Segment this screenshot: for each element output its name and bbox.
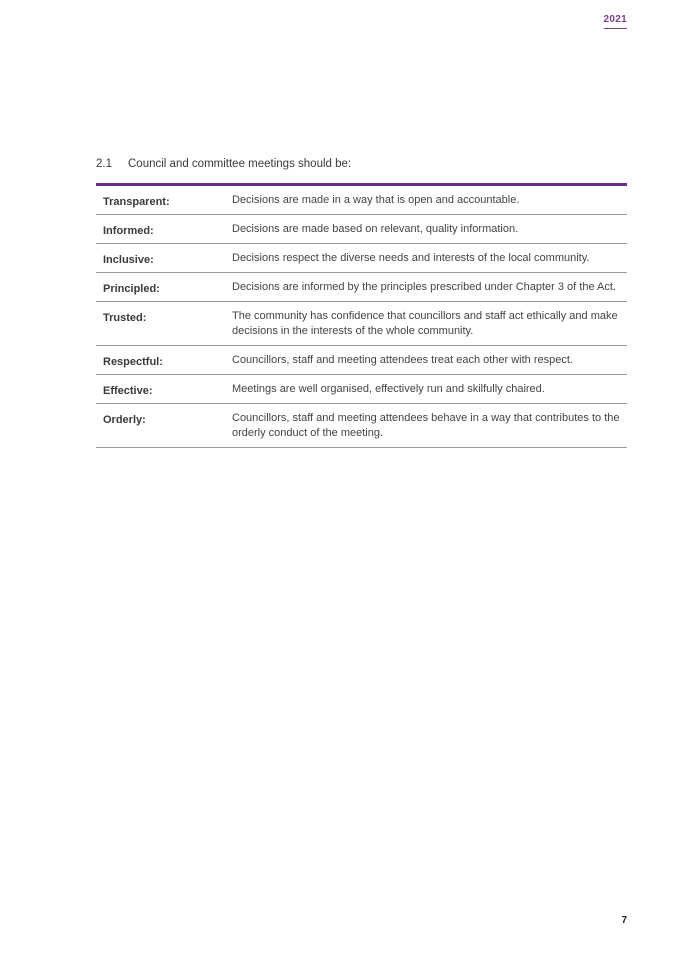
principles-table bbox=[96, 183, 627, 448]
table-row bbox=[96, 404, 627, 448]
principle-description: Decisions respect the diverse needs and interests of the local community. bbox=[232, 252, 590, 264]
principle-term: Informed: bbox=[103, 225, 154, 237]
principle-description: Decisions are informed by the principles prescribed under Chapter 3 of the Act. bbox=[232, 281, 616, 293]
table-row bbox=[96, 375, 627, 404]
table-row bbox=[96, 302, 627, 346]
table-row bbox=[96, 215, 627, 244]
clause-heading bbox=[96, 158, 351, 170]
principle-description: Councillors, staff and meeting attendees treat each other with respect. bbox=[232, 354, 573, 366]
principle-description: Decisions are made in a way that is open and accountable. bbox=[232, 194, 520, 206]
header-year: 2021 bbox=[604, 14, 627, 29]
principle-term: Orderly: bbox=[103, 414, 146, 426]
principle-term: Inclusive: bbox=[103, 254, 154, 266]
principle-description: Councillors, staff and meeting attendees behave in a way that contributes to the orderly conduct of the meeting. bbox=[232, 412, 620, 439]
principle-term: Transparent: bbox=[103, 196, 170, 208]
principle-description: Decisions are made based on relevant, quality information. bbox=[232, 223, 519, 235]
table-row bbox=[96, 346, 627, 375]
principle-term: Effective: bbox=[103, 385, 153, 397]
principle-description: Meetings are well organised, effectively run and skilfully chaired. bbox=[232, 383, 545, 395]
clause-number: 2.1 bbox=[96, 158, 112, 170]
table-row bbox=[96, 244, 627, 273]
table-row bbox=[96, 273, 627, 302]
clause-text: Council and committee meetings should be: bbox=[128, 158, 352, 170]
principle-term: Trusted: bbox=[103, 312, 147, 324]
principle-term: Principled: bbox=[103, 283, 160, 295]
principle-term: Respectful: bbox=[103, 356, 163, 368]
principle-description: The community has confidence that councillors and staff act ethically and make decisions in the interests of the whole community. bbox=[232, 310, 618, 337]
page-number: 7 bbox=[621, 915, 627, 926]
table-row bbox=[96, 186, 627, 215]
